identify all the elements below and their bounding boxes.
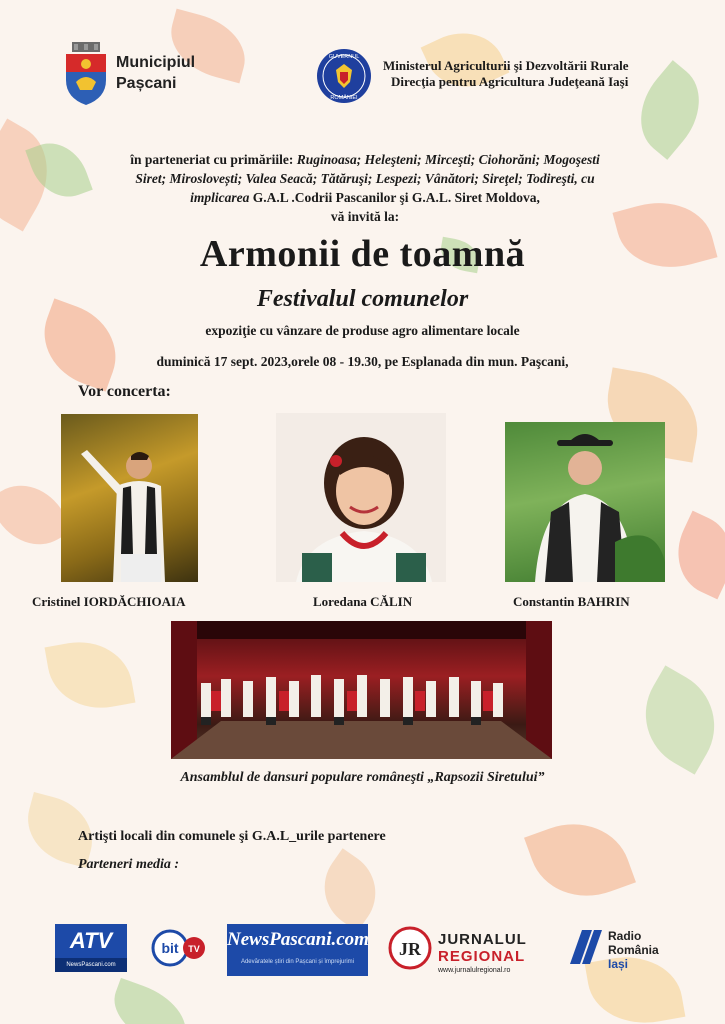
municipality-name: Municipiul Pașcani [116, 54, 196, 92]
svg-text:REGIONAL: REGIONAL [438, 948, 526, 965]
svg-text:Iași: Iași [608, 957, 629, 971]
svg-text:JURNALUL: JURNALUL [438, 931, 527, 948]
romanian-government-seal-icon [316, 48, 372, 104]
bit-tv-logo [150, 924, 208, 972]
radio-romania-iasi-logo [568, 924, 673, 972]
ministry-heading [383, 58, 629, 90]
pascani-coat-of-arms-icon [64, 42, 108, 106]
artist-photo-constantin [505, 422, 665, 582]
svg-text:bit: bit [161, 940, 179, 956]
svg-text:JR: JR [399, 939, 421, 959]
newspascani-logo: NewsPascani.com Adevăratele știri din Pașcani și împrejurimi [227, 924, 368, 976]
artist-photo-cristinel [61, 414, 198, 582]
artist-name: Loredana CĂLIN [313, 594, 413, 609]
event-description: expoziţie cu vânzare de produse agro alimentare locale [205, 323, 520, 338]
directorate-line: Direcţia pentru Agricultura Judeţeană Iaşi [391, 74, 629, 89]
concert-heading: Vor concerta: [78, 383, 171, 400]
dance-ensemble-photo [171, 621, 552, 759]
atv-logo: ATV NewsPascani.com [55, 924, 127, 972]
artist-photo-loredana [276, 413, 446, 582]
local-artists-line: Artişti locali din comunele şi G.A.L_urile partenere [78, 829, 386, 844]
partners-paragraph: în parteneriat cu primăriile: Ruginoasa; Heleşteni; Mirceşti; Ciohorăni; Mogoşesti Siret; Miroslovești; Valea Seacă; Tătăruşi; Lespezi; Vânători; Sireţel; Todireşti, cu implicarea G.A.L .Codrii Pascanilor şi G.A.L. Siret Moldova, vă invită la: [130, 152, 600, 224]
ensemble-caption: Ansamblul de dansuri populare româneşti „Rapsozii Siretului” [180, 770, 545, 785]
jurnalul-regional-logo [388, 924, 538, 976]
svg-text:GUVERNUL: GUVERNUL [328, 54, 360, 60]
event-date: duminică 17 sept. 2023,orele 08 - 19.30, pe Esplanada din mun. Paşcani, [156, 354, 569, 369]
svg-text:www.jurnalulregional.ro: www.jurnalulregional.ro [438, 967, 511, 974]
svg-text:Radio: Radio [608, 929, 642, 943]
event-subtitle: Festivalul comunelor [256, 286, 469, 312]
artist-name: Constantin BAHRIN [513, 594, 630, 609]
ministry-line: Ministerul Agriculturii şi Dezvoltării Rurale [383, 58, 629, 73]
svg-text:TV: TV [188, 944, 200, 954]
svg-text:ROMÂNIEI: ROMÂNIEI [330, 95, 358, 101]
event-title: Armonii de toamnă [199, 233, 526, 275]
artist-name: Cristinel IORDĂCHIOAIA [32, 594, 186, 609]
svg-text:România: România [608, 943, 659, 957]
media-partners-heading: Parteneri media : [78, 857, 180, 872]
